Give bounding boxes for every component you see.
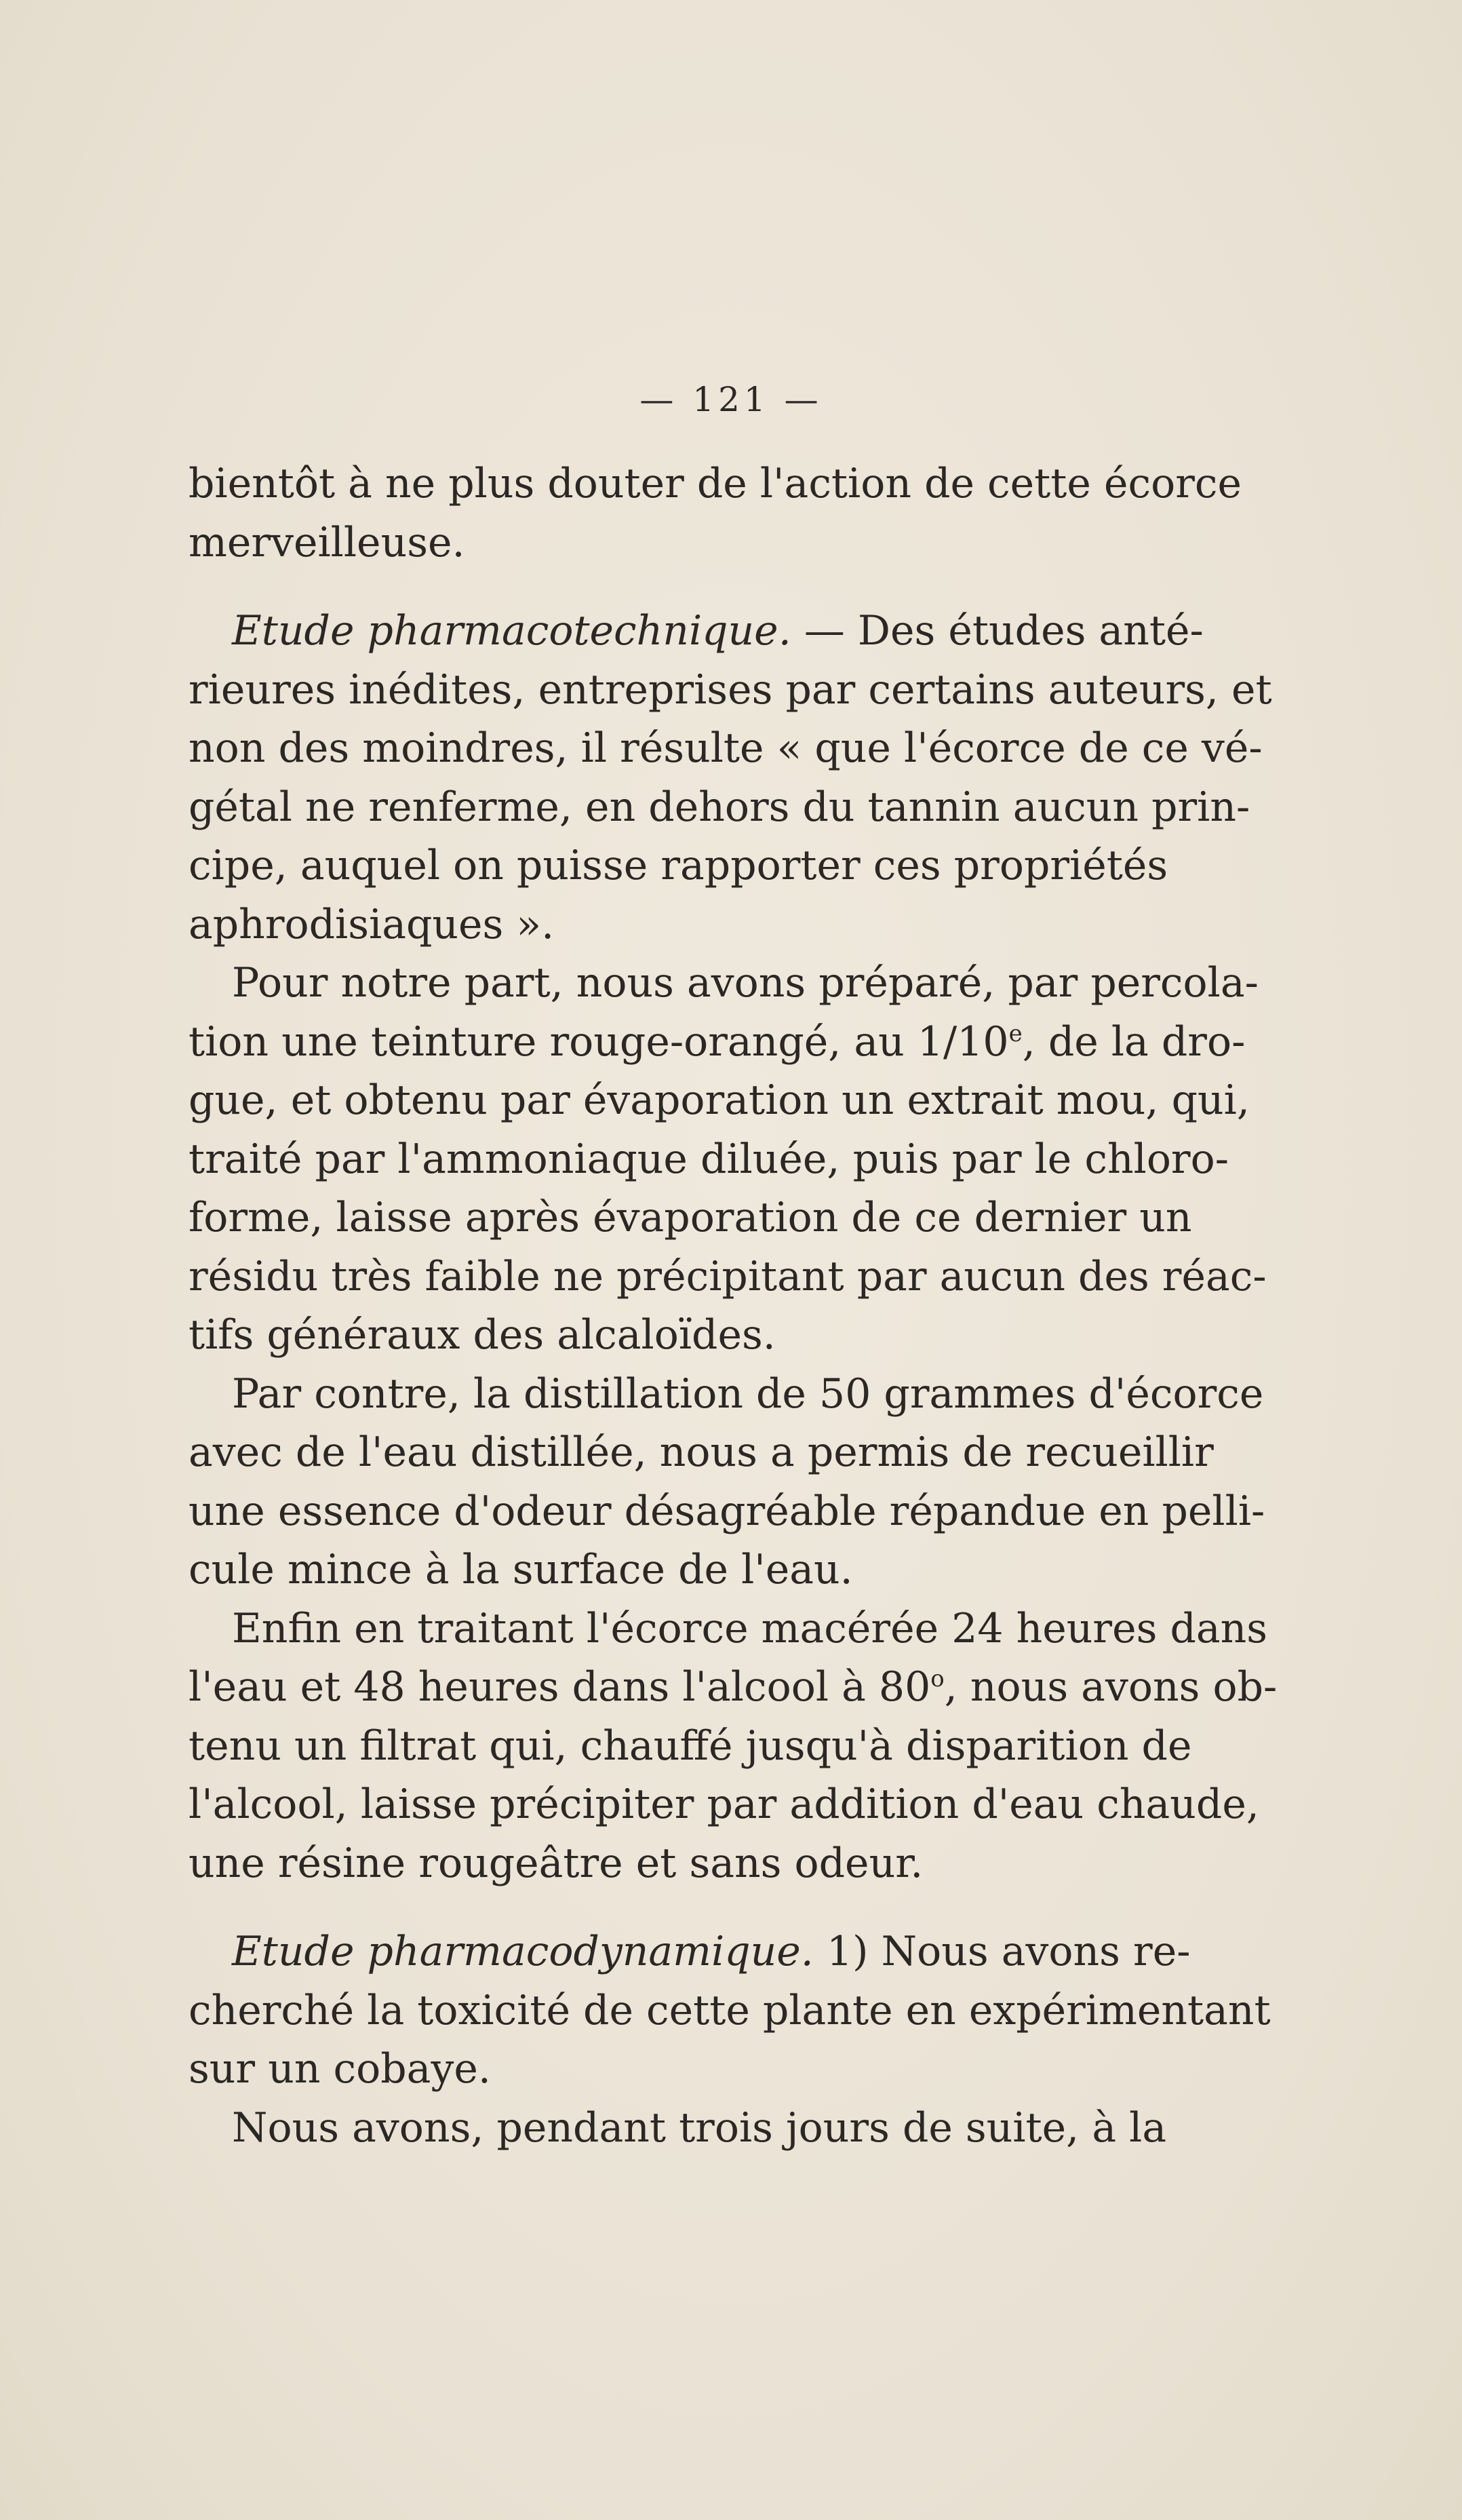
text-line: avec de l'eau distillée, nous a permis de recueillir — [189, 1429, 1214, 1476]
paragraph-gap — [189, 572, 1165, 602]
text-line: sur un cobaye. — [189, 2045, 491, 2093]
text-line: gue, et obtenu par évaporation un extrait mou, qui, — [189, 1077, 1250, 1124]
text-fragment: tion une teinture rouge-orangé, au 1/10 — [189, 1017, 1009, 1066]
text-line: l'alcool, laisse précipiter par addition d'eau chaude, — [189, 1781, 1259, 1828]
text-line: traité par l'ammoniaque diluée, puis par le chloro- — [189, 1135, 1229, 1183]
superscript: e — [1008, 1020, 1023, 1047]
text-line: cherché la toxicité de cette plante en expérimentant — [189, 1986, 1271, 2034]
text-line: Pour notre part, nous avons préparé, par percola- — [232, 959, 1259, 1007]
text-line — [189, 1013, 1246, 1072]
text-line: résidu très faible ne précipitant par aucun des réac- — [189, 1252, 1267, 1300]
text-line: Enfin en traitant l'écorce macérée 24 heures dans — [232, 1604, 1268, 1652]
text-line: merveilleuse. — [189, 518, 465, 566]
section-heading: Etude pharmacodynamique. — [232, 1928, 814, 1975]
text-line: rieures inédites, entreprises par certains auteurs, et — [189, 665, 1272, 714]
text-line: bientôt à ne plus douter de l'action de cette écorce — [189, 460, 1242, 507]
text-line: tifs généraux des alcaloïdes. — [189, 1311, 776, 1359]
text-line: cule mince à la surface de l'eau. — [189, 1546, 853, 1593]
text-line: gétal ne renferme, en dehors du tannin aucun prin- — [189, 783, 1250, 831]
text-line: non des moindres, il résulte « que l'écorce de ce vé- — [189, 724, 1263, 772]
text-fragment: l'eau et 48 heures dans l'alcool à 80 — [189, 1663, 931, 1711]
text-line — [189, 602, 1204, 661]
superscript: o — [930, 1665, 945, 1692]
text-line: Nous avons, pendant trois jours de suite, à la — [232, 2104, 1167, 2152]
paragraph-gap — [189, 1893, 1165, 1922]
text-fragment: , de la dro- — [1022, 1017, 1246, 1066]
text-line: Par contre, la distillation de 50 grammes d'écorce — [232, 1370, 1264, 1418]
body-text — [189, 454, 1278, 2157]
text-line: cipe, auquel on puisse rapporter ces propriétés — [189, 842, 1168, 889]
page-number: — 121 — — [639, 380, 823, 419]
text-line: tenu un filtrat qui, chauffé jusqu'à disparition de — [189, 1722, 1192, 1770]
text-line: forme, laisse après évaporation de ce dernier un — [189, 1194, 1192, 1241]
section-heading: Etude pharmacotechnique. — [232, 607, 791, 655]
text-line — [189, 1922, 1191, 1981]
text-fragment: , nous avons ob- — [944, 1663, 1278, 1711]
text-fragment: 1) Nous avons re- — [826, 1928, 1191, 1975]
text-fragment: — Des études anté- — [804, 607, 1204, 655]
text-line: une essence d'odeur désagréable répandue en pelli- — [189, 1487, 1265, 1535]
text-line — [189, 1658, 1278, 1717]
text-line: une résine rougeâtre et sans odeur. — [189, 1839, 924, 1887]
text-line: aphrodisiaques ». — [189, 900, 555, 948]
